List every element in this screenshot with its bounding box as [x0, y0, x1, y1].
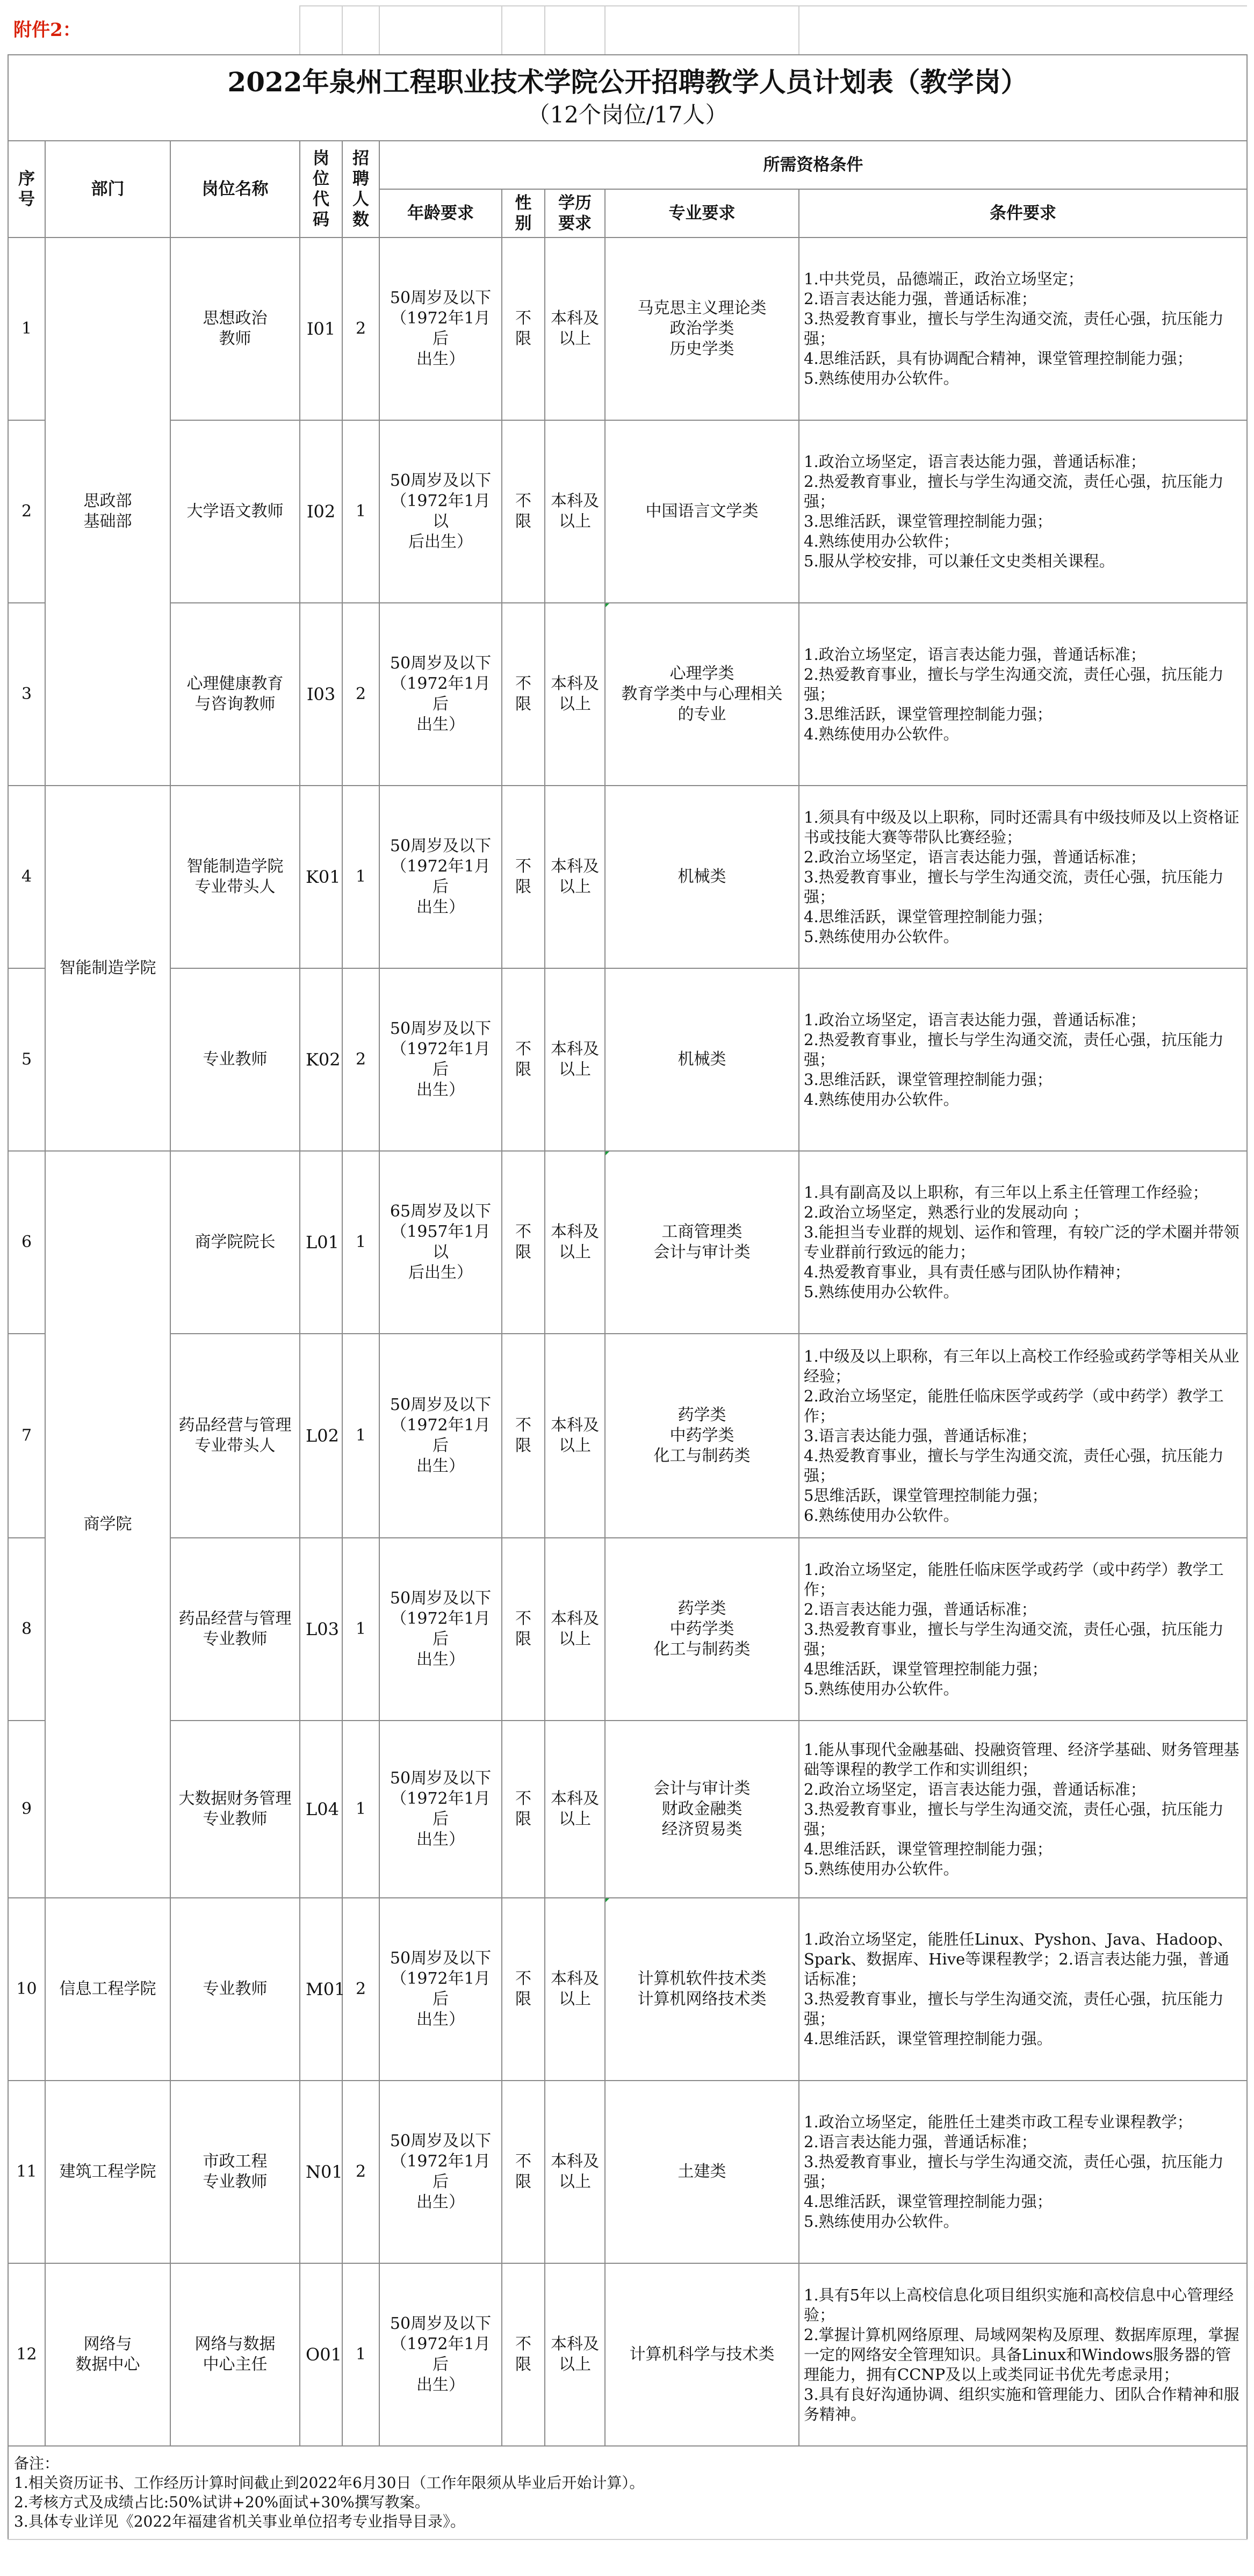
conditions-cell [799, 420, 1247, 603]
blank-cell [502, 6, 545, 55]
header-seq: 序号 [8, 141, 45, 238]
condition-item: 1.中级及以上职称，有三年以上高校工作经验或药学等相关从业经验； [804, 1347, 1239, 1385]
blank-cell [379, 6, 502, 55]
header-major: 专业要求 [605, 189, 799, 238]
gender-requirement: 不限 [502, 1538, 545, 1721]
hire-count: 2 [342, 968, 379, 1151]
major-requirement: 计算机软件技术类 计算机网络技术类 [605, 1898, 799, 2081]
recruitment-table [8, 5, 1248, 2540]
row-seq: 9 [8, 1721, 45, 1898]
hire-count: 1 [342, 420, 379, 603]
condition-item: 2.掌握计算机网络原理、局域网架构及原理、数据库原理，掌握一定的网络安全管理知识。具备Linux和Windows服务器的管理能力，拥有CCNP及以上或类同证书优先考虑录用； [804, 2325, 1239, 2384]
condition-item: 2.政治立场坚定，语言表达能力强，普通话标准； [804, 1780, 1146, 1798]
gender-requirement: 不限 [502, 1334, 545, 1538]
note-line: 2.考核方式及成绩占比:50%试讲+20%面试+30%撰写教案。 [14, 2493, 430, 2511]
title-cell [8, 55, 1247, 141]
condition-item: 1.具有副高及以上职称，有三年以上系主任管理工作经验； [804, 1183, 1208, 1201]
table-row [8, 2263, 1247, 2446]
gender-requirement: 不限 [502, 786, 545, 968]
age-requirement: 50周岁及以下 （1972年1月后 出生） [379, 2263, 502, 2446]
conditions-cell [799, 1151, 1247, 1334]
conditions-cell [799, 1334, 1247, 1538]
condition-item: 5.服从学校安排，可以兼任文史类相关课程。 [804, 552, 1115, 570]
table-row [8, 603, 1247, 786]
education-requirement: 本科及 以上 [545, 420, 605, 603]
education-requirement: 本科及 以上 [545, 603, 605, 786]
gender-requirement: 不限 [502, 603, 545, 786]
department-cell: 智能制造学院 [45, 786, 170, 1151]
condition-item: 3.热爱教育事业，擅长与学生沟通交流，责任心强，抗压能力强； [804, 1800, 1224, 1838]
condition-item: 1.政治立场坚定，能胜任Linux、Pyshon、Java、Hadoop、Spark、数据库、Hive等课程教学；2.语言表达能力强，普通话标准； [804, 1930, 1233, 1988]
conditions-cell [799, 1721, 1247, 1898]
condition-item: 2.热爱教育事业，擅长与学生沟通交流，责任心强，抗压能力强； [804, 1030, 1224, 1069]
table-row [8, 420, 1247, 603]
page-title: 2022年泉州工程职业技术学院公开招聘教学人员计划表（教学岗） [227, 66, 1028, 98]
major-requirement: 计算机科学与技术类 [605, 2263, 799, 2446]
row-seq: 4 [8, 786, 45, 968]
header-code: 岗位代码 [300, 141, 342, 238]
condition-item: 4.熟练使用办公软件。 [804, 1090, 959, 1109]
recruitment-sheet [8, 5, 1246, 2540]
education-requirement: 本科及 以上 [545, 1538, 605, 1721]
hire-count: 1 [342, 1334, 379, 1538]
condition-item: 4.热爱教育事业，具有责任感与团队协作精神； [804, 1263, 1130, 1281]
row-seq: 1 [8, 238, 45, 420]
major-requirement: 药学类 中药学类 化工与制药类 [605, 1538, 799, 1721]
header-edu: 学历要求 [545, 189, 605, 238]
row-seq: 11 [8, 2081, 45, 2263]
condition-item: 6.熟练使用办公软件。 [804, 1506, 959, 1524]
blank-cell [799, 6, 1247, 55]
condition-item: 3.思维活跃，课堂管理控制能力强； [804, 512, 1053, 530]
conditions-cell [799, 786, 1247, 968]
education-requirement: 本科及 以上 [545, 2263, 605, 2446]
condition-item: 1.政治立场坚定，语言表达能力强，普通话标准； [804, 452, 1146, 471]
post-code: N01 [300, 2081, 342, 2263]
note-line: 3.具体专业详见《2022年福建省机关事业单位招考专业指导目录》。 [14, 2513, 465, 2530]
table-row [8, 2081, 1247, 2263]
condition-item: 1.具有5年以上高校信息化项目组织实施和高校信息中心管理经验； [804, 2285, 1234, 2324]
condition-item: 3.语言表达能力强，普通话标准； [804, 1426, 1037, 1445]
condition-item: 4.思维活跃，课堂管理控制能力强； [804, 907, 1053, 926]
hire-count: 1 [342, 2263, 379, 2446]
condition-item: 1.能从事现代金融基础、投融资管理、经济学基础、财务管理基础等课程的教学工作和实训组织； [804, 1740, 1239, 1779]
department-cell: 商学院 [45, 1151, 170, 1898]
condition-item: 3.具有良好沟通协调、组织实施和管理能力、团队合作精神和服务精神。 [804, 2385, 1239, 2423]
header-count: 招聘人数 [342, 141, 379, 238]
hire-count: 2 [342, 1898, 379, 2081]
header-qualifications: 所需资格条件 [379, 141, 1247, 189]
conditions-cell [799, 238, 1247, 420]
header-row-1 [8, 141, 1247, 189]
cell-marker-icon [606, 1898, 609, 1902]
age-requirement: 50周岁及以下 （1972年1月后 出生） [379, 968, 502, 1151]
table-row [8, 1334, 1247, 1538]
blank-cell [342, 6, 379, 55]
condition-item: 5.熟练使用办公软件。 [804, 2212, 959, 2230]
age-requirement: 50周岁及以下 （1972年1月后 出生） [379, 1721, 502, 1898]
post-code: L04 [300, 1721, 342, 1898]
condition-item: 2.语言表达能力强，普通话标准； [804, 2133, 1037, 2151]
condition-item: 4.思维活跃，课堂管理控制能力强。 [804, 2030, 1053, 2048]
education-requirement: 本科及 以上 [545, 238, 605, 420]
post-name: 药品经营与管理 专业带头人 [170, 1334, 300, 1538]
row-seq: 12 [8, 2263, 45, 2446]
major-requirement: 药学类 中药学类 化工与制药类 [605, 1334, 799, 1538]
post-code: I03 [300, 603, 342, 786]
post-code: O01 [300, 2263, 342, 2446]
note-line: 备注： [14, 2455, 60, 2472]
condition-item: 1.政治立场坚定，语言表达能力强，普通话标准； [804, 645, 1146, 664]
table-row [8, 968, 1247, 1151]
condition-item: 2.语言表达能力强，普通话标准； [804, 290, 1037, 308]
post-name: 市政工程 专业教师 [170, 2081, 300, 2263]
condition-item: 3.热爱教育事业，擅长与学生沟通交流，责任心强，抗压能力强； [804, 310, 1224, 348]
header-gender: 性别 [502, 189, 545, 238]
hire-count: 2 [342, 2081, 379, 2263]
hire-count: 1 [342, 1151, 379, 1334]
hire-count: 1 [342, 1721, 379, 1898]
cell-marker-icon [606, 1152, 609, 1155]
age-requirement: 50周岁及以下 （1972年1月后 出生） [379, 786, 502, 968]
condition-item: 4.思维活跃，具有协调配合精神，课堂管理控制能力强； [804, 349, 1193, 368]
blank-cell [605, 6, 799, 55]
conditions-cell [799, 2081, 1247, 2263]
gender-requirement: 不限 [502, 1898, 545, 2081]
conditions-cell [799, 968, 1247, 1151]
condition-item: 5.熟练使用办公软件。 [804, 1283, 959, 1301]
condition-item: 2.政治立场坚定，熟悉行业的发展动向 ； [804, 1203, 1089, 1221]
major-requirement: 中国语言文学类 [605, 420, 799, 603]
row-seq: 10 [8, 1898, 45, 2081]
condition-item: 2.政治立场坚定，语言表达能力强，普通话标准； [804, 847, 1146, 866]
header-dept: 部门 [45, 141, 170, 238]
condition-item: 3.能担当专业群的规划、运作和管理，有较广泛的学术圈并带领专业群前行致远的能力； [804, 1223, 1239, 1261]
age-requirement: 50周岁及以下 （1972年1月后 出生） [379, 238, 502, 420]
major-requirement: 工商管理类 会计与审计类 [605, 1151, 799, 1334]
condition-item: 4.熟练使用办公软件； [804, 532, 959, 550]
row-seq: 8 [8, 1538, 45, 1721]
department-cell: 网络与 数据中心 [45, 2263, 170, 2446]
age-requirement: 65周岁及以下 （1957年1月以 后出生） [379, 1151, 502, 1334]
major-requirement: 心理学类 教育学类中与心理相关 的专业 [605, 603, 799, 786]
table-row [8, 1538, 1247, 1721]
major-requirement: 机械类 [605, 786, 799, 968]
age-requirement: 50周岁及以下 （1972年1月后 出生） [379, 603, 502, 786]
gender-requirement: 不限 [502, 2263, 545, 2446]
post-name: 网络与数据 中心主任 [170, 2263, 300, 2446]
condition-item: 4.热爱教育事业，擅长与学生沟通交流，责任心强，抗压能力强； [804, 1446, 1224, 1485]
post-name: 专业教师 [170, 968, 300, 1151]
age-requirement: 50周岁及以下 （1972年1月后 出生） [379, 1898, 502, 2081]
condition-item: 4.思维活跃，课堂管理控制能力强； [804, 1839, 1053, 1858]
post-code: L03 [300, 1538, 342, 1721]
condition-item: 3.热爱教育事业，擅长与学生沟通交流，责任心强，抗压能力强； [804, 1990, 1224, 2028]
conditions-cell [799, 1538, 1247, 1721]
title-row [8, 55, 1247, 141]
post-code: K02 [300, 968, 342, 1151]
condition-item: 1.政治立场坚定，能胜任土建类市政工程专业课程教学； [804, 2113, 1193, 2131]
condition-item: 5.熟练使用办公软件。 [804, 1859, 959, 1878]
education-requirement: 本科及 以上 [545, 968, 605, 1151]
age-requirement: 50周岁及以下 （1972年1月后 出生） [379, 1538, 502, 1721]
gender-requirement: 不限 [502, 1721, 545, 1898]
row-seq: 2 [8, 420, 45, 603]
gender-requirement: 不限 [502, 420, 545, 603]
post-code: M01 [300, 1898, 342, 2081]
post-code: K01 [300, 786, 342, 968]
post-name: 思想政治 教师 [170, 238, 300, 420]
condition-item: 3.热爱教育事业，擅长与学生沟通交流，责任心强，抗压能力强； [804, 867, 1224, 906]
post-code: I01 [300, 238, 342, 420]
major-requirement: 土建类 [605, 2081, 799, 2263]
condition-item: 5.熟练使用办公软件。 [804, 369, 959, 387]
note-line: 1.相关资历证书、工作经历计算时间截止到2022年6月30日（工作年限须从毕业后开始计算）。 [14, 2474, 645, 2492]
gender-requirement: 不限 [502, 2081, 545, 2263]
post-name: 心理健康教育 与咨询教师 [170, 603, 300, 786]
blank-cell [300, 6, 342, 55]
major-requirement: 机械类 [605, 968, 799, 1151]
post-code: I02 [300, 420, 342, 603]
table-row [8, 238, 1247, 420]
table-row [8, 1898, 1247, 2081]
notes-cell [8, 2446, 1247, 2539]
page-subtitle: （12个岗位/17人） [527, 102, 728, 128]
conditions-cell [799, 603, 1247, 786]
gender-requirement: 不限 [502, 968, 545, 1151]
gender-requirement: 不限 [502, 1151, 545, 1334]
age-requirement: 50周岁及以下 （1972年1月后 出生） [379, 1334, 502, 1538]
header-post: 岗位名称 [170, 141, 300, 238]
condition-item: 5思维活跃，课堂管理控制能力强； [804, 1486, 1048, 1505]
conditions-cell [799, 2263, 1247, 2446]
post-name: 智能制造学院 专业带头人 [170, 786, 300, 968]
post-code: L02 [300, 1334, 342, 1538]
notes-row [8, 2446, 1247, 2539]
education-requirement: 本科及 以上 [545, 1898, 605, 2081]
hire-count: 2 [342, 603, 379, 786]
table-row [8, 1151, 1247, 1334]
row-seq: 5 [8, 968, 45, 1151]
education-requirement: 本科及 以上 [545, 1721, 605, 1898]
conditions-cell [799, 1898, 1247, 2081]
condition-item: 2.语言表达能力强，普通话标准； [804, 1600, 1037, 1618]
row-seq: 6 [8, 1151, 45, 1334]
hire-count: 1 [342, 786, 379, 968]
hire-count: 2 [342, 238, 379, 420]
hire-count: 1 [342, 1538, 379, 1721]
education-requirement: 本科及 以上 [545, 1151, 605, 1334]
post-name: 商学院院长 [170, 1151, 300, 1334]
blank-cell [545, 6, 605, 55]
age-requirement: 50周岁及以下 （1972年1月后 出生） [379, 2081, 502, 2263]
condition-item: 2.政治立场坚定，能胜任临床医学或药学（或中药学）教学工作； [804, 1386, 1224, 1425]
department-cell: 建筑工程学院 [45, 2081, 170, 2263]
education-requirement: 本科及 以上 [545, 2081, 605, 2263]
condition-item: 2.热爱教育事业，擅长与学生沟通交流，责任心强，抗压能力强； [804, 665, 1224, 703]
gender-requirement: 不限 [502, 238, 545, 420]
age-requirement: 50周岁及以下 （1972年1月以 后出生） [379, 420, 502, 603]
major-requirement: 会计与审计类 财政金融类 经济贸易类 [605, 1721, 799, 1898]
condition-item: 3.热爱教育事业，擅长与学生沟通交流，责任心强，抗压能力强； [804, 1620, 1224, 1658]
condition-item: 4思维活跃，课堂管理控制能力强； [804, 1659, 1048, 1678]
post-code: L01 [300, 1151, 342, 1334]
condition-item: 1.中共党员，品德端正，政治立场坚定； [804, 270, 1084, 288]
major-requirement: 马克思主义理论类 政治学类 历史学类 [605, 238, 799, 420]
cell-marker-icon [606, 603, 609, 607]
condition-item: 1.须具有中级及以上职称，同时还需具有中级技师及以上资格证书或技能大赛等带队比赛经验； [804, 808, 1239, 846]
condition-item: 5.熟练使用办公软件。 [804, 927, 959, 946]
post-name: 大数据财务管理 专业教师 [170, 1721, 300, 1898]
condition-item: 1.政治立场坚定，能胜任临床医学或药学（或中药学）教学工作； [804, 1560, 1224, 1599]
condition-item: 5.熟练使用办公软件。 [804, 1679, 959, 1698]
condition-item: 4.思维活跃，课堂管理控制能力强； [804, 2192, 1053, 2211]
post-name: 大学语文教师 [170, 420, 300, 603]
condition-item: 3.热爱教育事业，擅长与学生沟通交流，责任心强，抗压能力强； [804, 2153, 1224, 2191]
table-row [8, 1721, 1247, 1898]
condition-item: 1.政治立场坚定，语言表达能力强，普通话标准； [804, 1010, 1146, 1029]
condition-item: 3.思维活跃，课堂管理控制能力强； [804, 704, 1053, 723]
condition-item: 4.熟练使用办公软件。 [804, 724, 959, 743]
row-seq: 3 [8, 603, 45, 786]
table-row [8, 786, 1247, 968]
condition-item: 2.热爱教育事业，擅长与学生沟通交流，责任心强，抗压能力强； [804, 472, 1224, 510]
education-requirement: 本科及 以上 [545, 786, 605, 968]
education-requirement: 本科及 以上 [545, 1334, 605, 1538]
header-age: 年龄要求 [379, 189, 502, 238]
condition-item: 3.思维活跃，课堂管理控制能力强； [804, 1070, 1053, 1089]
department-cell: 信息工程学院 [45, 1898, 170, 2081]
header-conditions: 条件要求 [799, 189, 1247, 238]
attachment-label: 附件2： [8, 6, 300, 55]
attachment-row [8, 6, 1247, 55]
row-seq: 7 [8, 1334, 45, 1538]
department-cell: 思政部 基础部 [45, 238, 170, 786]
post-name: 专业教师 [170, 1898, 300, 2081]
post-name: 药品经营与管理 专业教师 [170, 1538, 300, 1721]
